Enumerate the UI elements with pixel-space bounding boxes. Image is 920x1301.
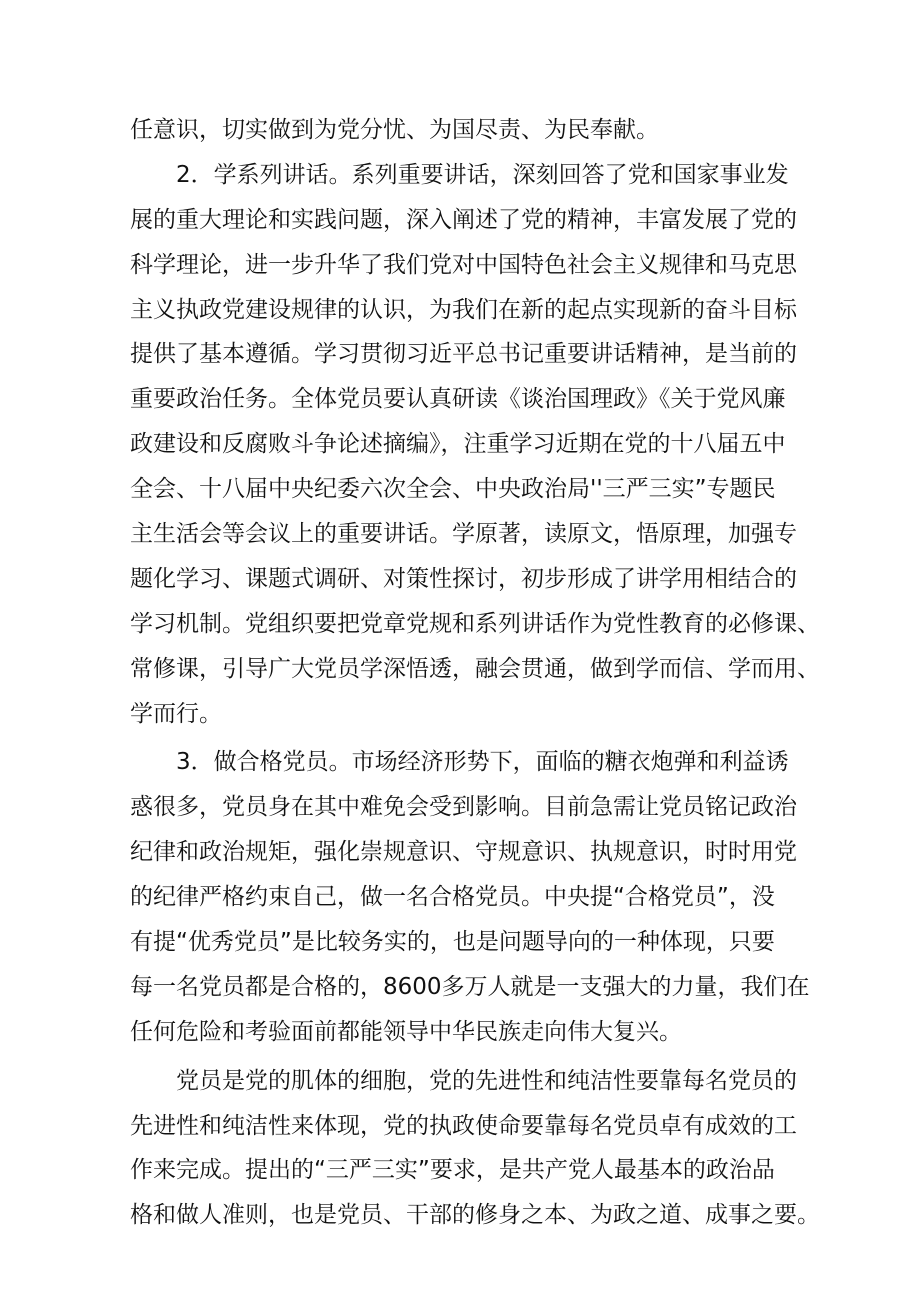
text-line: 科学理论，进一步升华了我们党对中国特色社会主义规律和马克思	[130, 251, 797, 278]
text-line: 全会、十八届中央纪委六次全会、中央政治局''三严三实”专题民	[130, 476, 776, 503]
text-line: 主义执政党建设规律的认识，为我们在新的起点实现新的奋斗目标	[130, 296, 797, 323]
text-line: 惑很多，党员身在其中难免会受到影响。目前急需让党员铭记政治	[130, 794, 797, 821]
paragraph-study-speeches	[130, 153, 820, 737]
document-body	[130, 108, 820, 1238]
text-line: 有提“优秀党员”是比较务实的，也是问题导向的一种体现，只要	[130, 929, 775, 956]
text-line: 展的重大理论和实践问题，深入阐述了党的精神，丰富发展了党的	[130, 206, 797, 233]
text-line: 重要政治任务。全体党员要认真研读《谈治国理政》《关于党风廉	[130, 386, 786, 413]
text-line: 主生活会等会议上的重要讲话。学原著，读原文，悟原理，加强专	[130, 521, 797, 548]
text-line: 政建设和反腐败斗争论述摘编》，注重学习近期在党的十八届五中	[130, 431, 786, 458]
text-line: 2．学系列讲话。系列重要讲话，深刻回答了党和国家事业发	[176, 161, 789, 188]
text-line: 纪律和政治规矩，强化崇规意识、守规意识、执规意识，时时用党	[130, 839, 797, 866]
text-line: 的纪律严格约束自己，做一名合格党员。中央提“合格党员”，没	[130, 884, 775, 911]
text-line: 作来完成。提出的“三严三实”要求，是共产党人最基本的政治品	[130, 1157, 775, 1184]
text-line: 任何危险和考验面前都能领导中华民族走向伟大复兴。	[130, 1018, 682, 1045]
paragraph-conclusion	[130, 1059, 820, 1239]
text-line: 党员是党的肌体的细胞，党的先进性和纯洁性要靠每名党员的	[176, 1067, 797, 1094]
text-line: 每一名党员都是合格的，8600多万人就是一支强大的力量，我们在	[130, 973, 810, 1000]
text-line: 3．做合格党员。市场经济形势下，面临的糖衣炮弹和利益诱	[176, 749, 789, 776]
paragraph-continuation	[130, 108, 810, 153]
text-line: 学习机制。党组织要把党章党规和系列讲话作为党性教育的必修课、	[130, 610, 820, 637]
text-line: 任意识，切实做到为党分忧、为国尽责、为民奉献。	[130, 117, 659, 143]
text-line: 常修课，引导广大党员学深悟透，融会贯通，做到学而信、学而用、	[130, 655, 820, 682]
text-line: 题化学习、课题式调研、对策性探讨，初步形成了讲学用相结合的	[130, 565, 797, 592]
text-line: 提供了基本遵循。学习贯彻习近平总书记重要讲话精神，是当前的	[130, 341, 797, 368]
paragraph-qualified-member	[130, 740, 810, 1054]
text-line: 学而行。	[130, 700, 222, 727]
text-line: 先进性和纯洁性来体现，党的执政使命要靠每名党员卓有成效的工	[130, 1112, 797, 1139]
text-line: 格和做人准则，也是党员、干部的修身之本、为政之道、成事之要。	[130, 1202, 820, 1229]
